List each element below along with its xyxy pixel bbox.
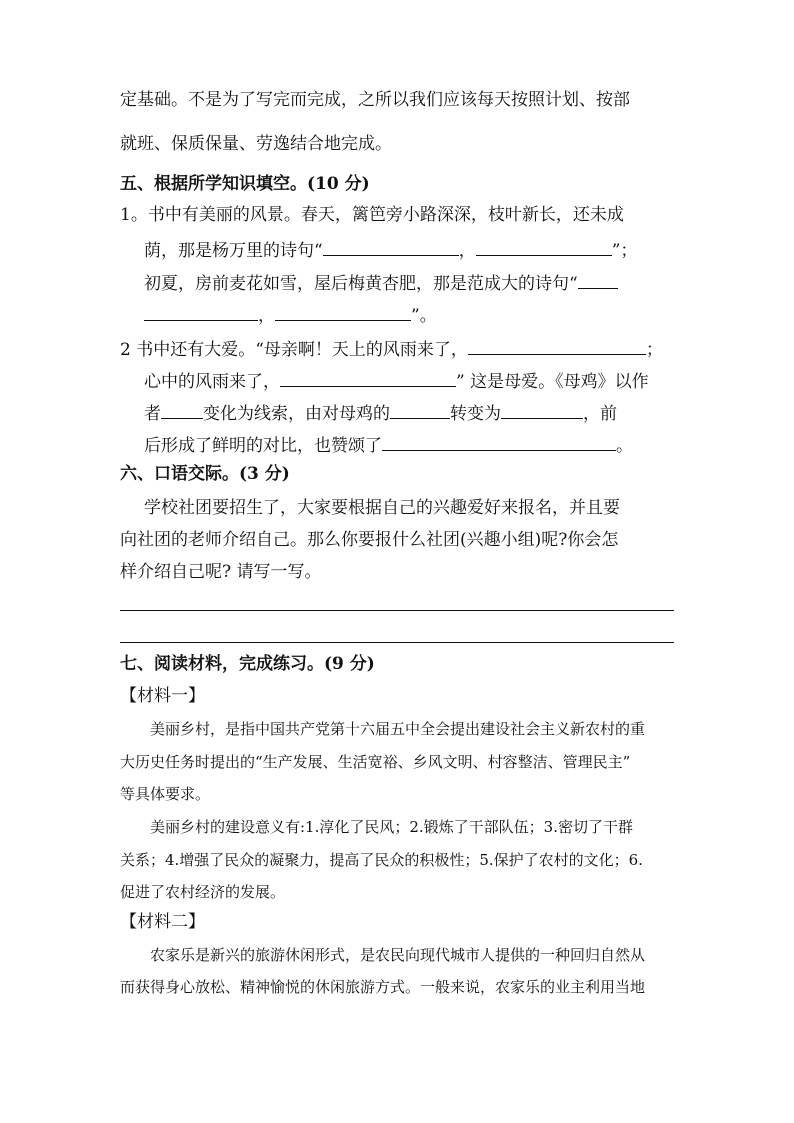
answer-blank[interactable] <box>144 302 258 321</box>
material-1-p2-line-1: 美丽乡村的建设意义有:1.淳化了民风；2.锻炼了干部队伍；3.密切了干群 <box>150 818 633 836</box>
answer-blank[interactable] <box>382 432 616 451</box>
material-1-p1-line-3: 等具体要求。 <box>120 785 211 803</box>
q1-line-4: ， ”。 <box>144 302 437 328</box>
q2-line-3: 者 变化为线索，由对母鸡的 转变为 ，前 <box>144 400 617 426</box>
material-1-p1-line-2: 大历史任务时提出的“生产发展、生活宽裕、乡风文明、村容整洁、管理民主” <box>120 753 631 771</box>
answer-blank[interactable] <box>323 237 459 256</box>
section-6-line-3: 样介绍自己呢? 请写一写。 <box>120 562 322 582</box>
writing-line-1[interactable] <box>120 610 674 611</box>
answer-blank[interactable] <box>280 368 456 387</box>
q1-line-2: 荫，那是杨万里的诗句“ ， ”； <box>144 237 637 263</box>
answer-blank[interactable] <box>468 336 646 355</box>
material-2-title: 【材料二】 <box>120 912 205 932</box>
answer-blank[interactable] <box>578 270 618 289</box>
material-2-p1-line-1: 农家乐是新兴的旅游休闲形式，是农民向现代城市人提供的一种回归自然从 <box>150 946 646 964</box>
material-1-p2-line-3: 促进了农村经济的发展。 <box>120 883 286 901</box>
q1-line-1: 1。书中有美丽的风景。春天，篱笆旁小路深深，枝叶新长，还未成 <box>120 205 624 225</box>
section-6-line-2: 向社团的老师介绍自己。那么你要报什么社团(兴趣小组)呢?你会怎 <box>120 530 619 550</box>
answer-blank[interactable] <box>476 237 612 256</box>
q2-line-2: 心中的风雨来了， ” 这是母爱。《母鸡》以作 <box>144 368 649 394</box>
q2-line-1: 2 书中还有大爱。“母亲啊！天上的风雨来了， ； <box>120 336 663 362</box>
intro-line-2: 就班、保质保量、劳逸结合地完成。 <box>120 134 392 154</box>
answer-blank[interactable] <box>275 302 411 321</box>
material-1-p2-line-2: 关系；4.增强了民众的凝聚力，提高了民众的积极性；5.保护了农村的文化；6. <box>120 851 643 869</box>
material-1-title: 【材料一】 <box>120 686 205 706</box>
section-6-line-1: 学校社团要招生了，大家要根据自己的兴趣爱好来报名，并且要 <box>144 498 620 518</box>
material-1-p1-line-1: 美丽乡村，是指中国共产党第十六届五中全会提出建设社会主义新农村的重 <box>150 720 646 738</box>
section-7-heading: 七、阅读材料，完成练习。(9 分) <box>120 654 375 674</box>
answer-blank[interactable] <box>161 400 203 419</box>
answer-blank[interactable] <box>390 400 450 419</box>
q1-line-3: 初夏，房前麦花如雪，屋后梅黄杏肥，那是范成大的诗句“ <box>144 270 618 296</box>
answer-blank[interactable] <box>501 400 583 419</box>
intro-line-1: 定基础。不是为了写完而完成，之所以我们应该每天按照计划、按部 <box>120 90 630 110</box>
material-2-p1-line-2: 而获得身心放松、精神愉悦的休闲旅游方式。一般来说，农家乐的业主利用当地 <box>120 978 646 996</box>
section-5-heading: 五、根据所学知识填空。(10 分) <box>120 174 370 194</box>
q2-line-4: 后形成了鲜明的对比，也赞颂了 。 <box>144 432 633 458</box>
writing-line-2[interactable] <box>120 642 674 643</box>
section-6-heading: 六、口语交际。(3 分) <box>120 464 290 484</box>
